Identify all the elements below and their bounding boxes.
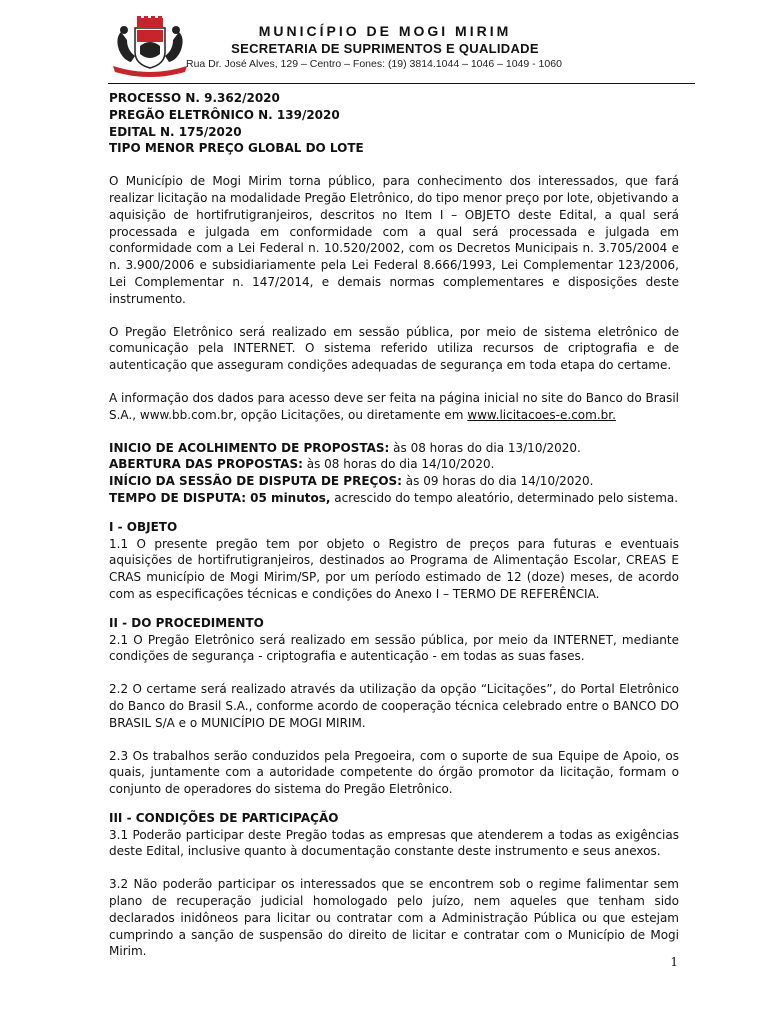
schedule-inicio-label: INICIO DE ACOLHIMENTO DE PROPOSTAS:: [109, 440, 390, 455]
schedule-tempo-label: TEMPO DE DISPUTA: 05 minutos,: [109, 490, 331, 505]
schedule-abertura-label: ABERTURA DAS PROPOSTAS:: [109, 457, 303, 472]
section-3-2: 3.2 Não poderão participar os interessados que se encontrem sob o regime falimentar sem plano de recuperação judicial homologado pelo juízo, nem aqueles que tenham sido declarados inidôneos para licitar ou contratar com a Administração Pública ou que estejam cumprindo a sanção de suspensão do direito de licitar e contratar com o Município de Mogi Mirim.: [109, 877, 679, 959]
schedule-tempo: [109, 490, 679, 507]
intro-paragraph-2: O Pregão Eletrônico será realizado em sessão pública, por meio de sistema eletrônico de comunicação pela INTERNET. O sistema referido utiliza recursos de criptografia e de autenticação que asseguram condições adequadas de segurança em toda etapa do certame.: [109, 324, 679, 373]
header-title: MUNICÍPIO DE MOGI MIRIM: [258, 23, 512, 39]
section-participacao-title: III - CONDIÇÕES DE PARTICIPAÇÃO: [109, 810, 339, 825]
document-body: [109, 90, 679, 960]
process-number: PROCESSO N. 9.362/2020: [109, 91, 280, 105]
licitacoes-link[interactable]: www.licitacoes-e.com.br.: [467, 407, 616, 422]
section-2-1: 2.1 O Pregão Eletrônico será realizado em sessão pública, por meio da INTERNET, mediante condições de segurança - criptografia e autenticação - em todas as suas fases.: [109, 632, 679, 664]
bid-type: TIPO MENOR PREÇO GLOBAL DO LOTE: [109, 141, 364, 156]
section-1-1: 1.1 O presente pregão tem por objeto o Registro de preços para futuras e eventuais aquisições de hortifrutigranjeiros, destinados ao Programa de Alimentação Escolar, CREAS E CRAS município de Mogi Mirim/SP, por um período estimado de 12 (doze) meses, de acordo com as especificações técnicas e condições do Anexo I – TERMO DE REFERÊNCIA.: [109, 536, 679, 601]
page-number: 1: [670, 955, 678, 969]
schedule-sessao: [109, 473, 679, 490]
section-2-3: 2.3 Os trabalhos serão conduzidos pela Pregoeira, com o suporte de sua Equipe de Apoio, os quais, juntamente com a autoridade competente do órgão promotor da licitação, formam o conjunto de operadores do sistema do Pregão Eletrônico.: [109, 748, 679, 797]
header-address: Rua Dr. José Alves, 129 – Centro – Fones: (19) 3814.1044 – 1046 – 1049 - 1060: [186, 58, 562, 70]
schedule-sessao-label: INÍCIO DA SESSÃO DE DISPUTA DE PREÇOS:: [109, 474, 402, 489]
intro-paragraph-1: O Município de Mogi Mirim torna público, para conhecimento dos interessados, que fará realizar licitação na modalidade Pregão Eletrônico, do tipo menor preço por lote, objetivando a aquisição de hortifrutigranjeiros, descritos no Item I – OBJETO deste Edital, a qual será processada e julgada em conformidade com a qual será processada e julgada em conformidade com a Lei Federal n. 10.520/2002, com os Decretos Municipais n. 3.705/2004 e n. 3.900/2006 e subsidiariamente pela Lei Federal 8.666/1993, Lei Complementar 123/2006, Lei Complementar n. 147/2014, e demais normas complementares e disposições deste instrumento.: [109, 174, 679, 306]
header-divider: [108, 83, 695, 84]
section-procedimento-title: II - DO PROCEDIMENTO: [109, 615, 264, 630]
header-subtitle: SECRETARIA DE SUPRIMENTOS E QUALIDADE: [231, 41, 539, 56]
schedule-abertura: [109, 456, 679, 473]
section-3-1: 3.1 Poderão participar deste Pregão todas as empresas que atenderem a todas as exigências deste Edital, inclusive quanto à documentação constante deste instrumento e seus anexos.: [109, 827, 679, 859]
schedule-inicio-value: às 08 horas do dia 13/10/2020.: [389, 440, 581, 455]
intro-paragraph-3: [109, 390, 679, 424]
schedule-abertura-value: às 08 horas do dia 14/10/2020.: [302, 457, 495, 472]
section-2-2: 2.2 O certame será realizado através da utilização da opção “Licitações”, do Portal Eletrônico do Banco do Brasil S.A., conforme acordo de cooperação técnica celebrado entre o BANCO DO BRASIL S/A e o MUNICÍPIO DE MOGI MIRIM.: [109, 682, 679, 730]
pregao-number: PREGÃO ELETRÔNICO N. 139/2020: [109, 107, 340, 122]
schedule-sessao-value: às 09 horas do dia 14/10/2020.: [401, 474, 594, 489]
schedule-inicio: [109, 440, 679, 457]
section-objeto-title: I - OBJETO: [109, 519, 178, 534]
edital-number: EDITAL N. 175/2020: [109, 124, 242, 139]
schedule-tempo-value: acrescido do tempo aleatório, determinado pelo sistema.: [330, 490, 679, 505]
access-info-text: A informação dos dados para acesso deve ser feita na página inicial no site do Banco do Brasil S.A., www.bb.com.br, opção Licitações, ou diretamente em: [109, 390, 679, 422]
